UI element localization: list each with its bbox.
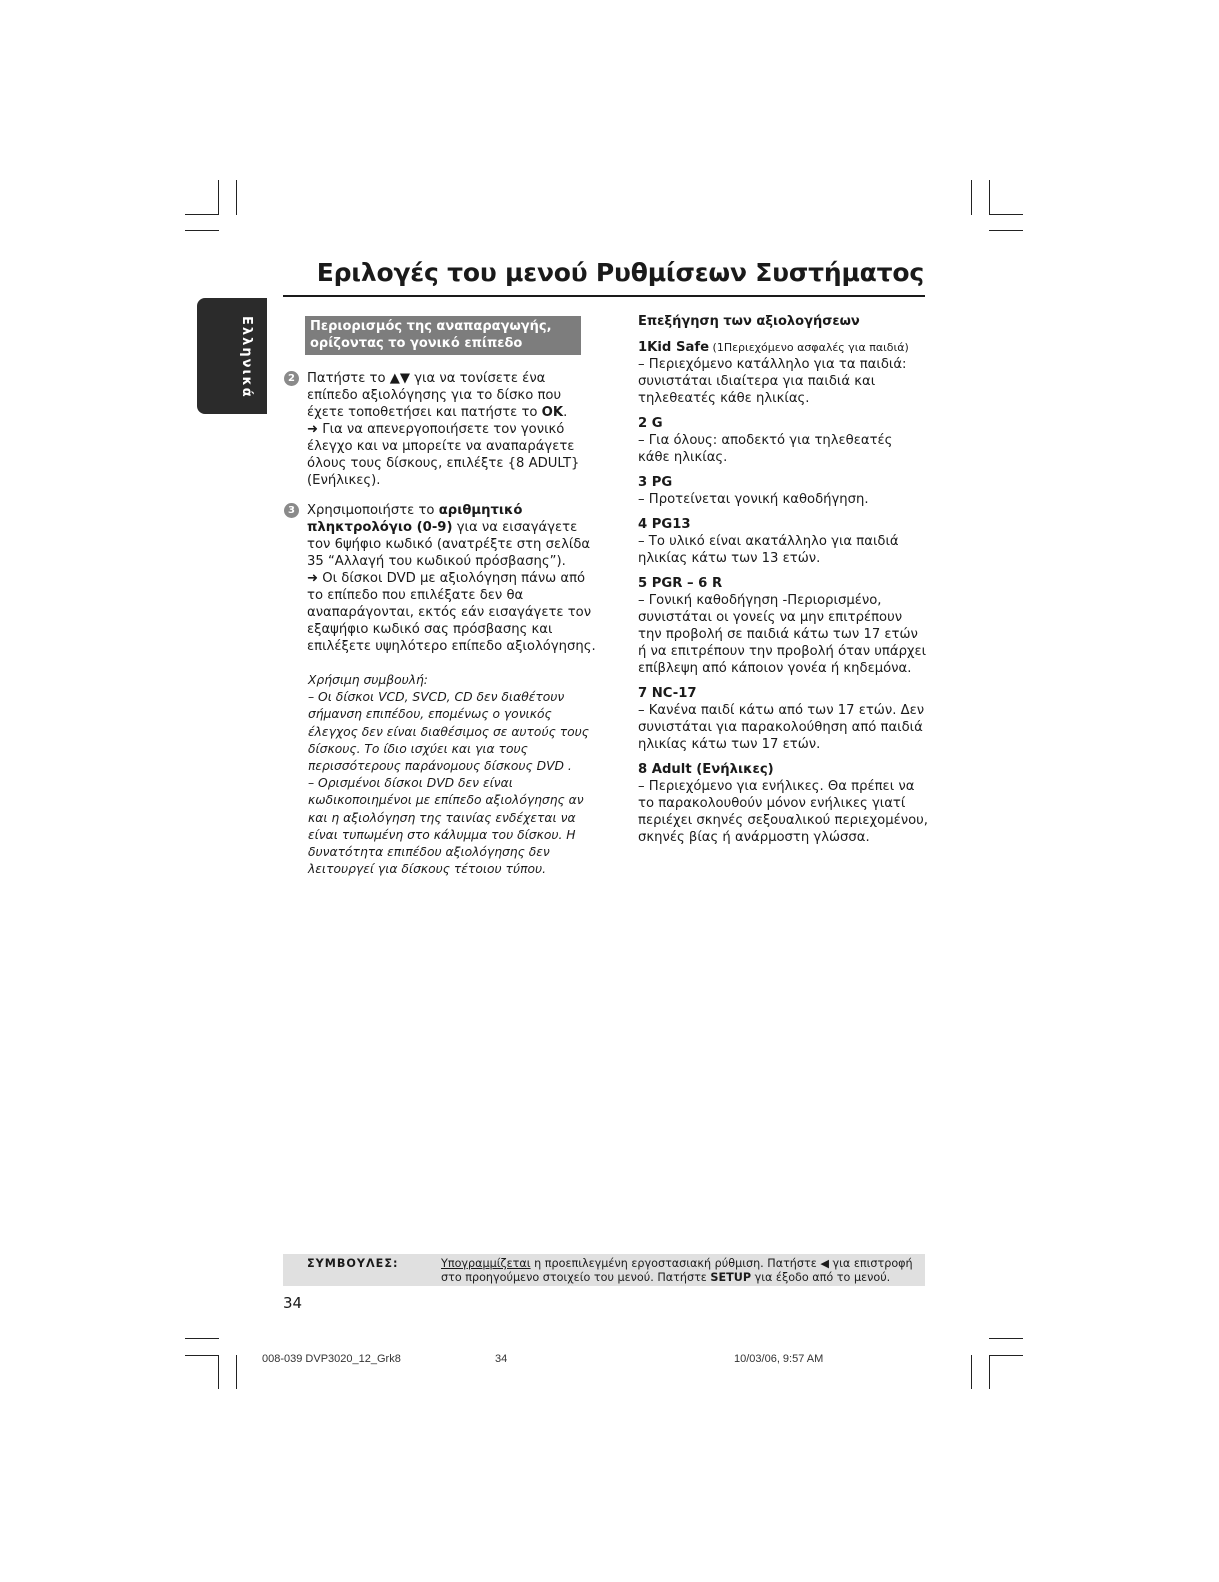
- rating-item: [638, 685, 928, 753]
- rating-label: 2 G: [638, 416, 663, 431]
- footer-page: 34: [495, 1353, 508, 1365]
- rating-item: [638, 474, 928, 508]
- rating-item: [638, 415, 928, 466]
- crop-mark: [218, 1355, 219, 1389]
- footer-date: 10/03/06, 9:57 AM: [734, 1353, 824, 1365]
- step-number-badge: 3: [284, 503, 299, 518]
- tips-text: Υπογραμμίζεται η προεπιλεγμένη εργοστασιακή ρύθμιση. Πατήστε ◀ για επιστροφή στο προηγούμενο στοιχείο του μενού. Πατήστε SETUP για έξοδο από το μενού.: [441, 1257, 913, 1284]
- language-tab-label: Ελληνικά: [239, 316, 254, 399]
- crop-mark: [185, 230, 219, 231]
- step-2-note: ➜ Για να απενεργοποιήσετε τον γονικό έλεγχο και να μπορείτε να αναπαράγετε όλους τους δίσκους, επιλέξτε {8 ADULT} (Ενήλικες).: [307, 422, 580, 488]
- tip-title: Χρήσιμη συμβουλή:: [308, 673, 428, 687]
- rating-item: [638, 761, 928, 846]
- tips-setup: SETUP: [710, 1271, 752, 1284]
- rating-label: 1Kid Safe: [638, 340, 710, 355]
- crop-mark: [185, 214, 219, 215]
- crop-mark: [971, 1355, 972, 1389]
- section-heading: [305, 316, 581, 355]
- left-column: [284, 316, 596, 878]
- rating-item: [638, 339, 928, 407]
- rating-sublabel: (1Περιεχόμενο ασφαλές για παιδιά): [709, 341, 909, 354]
- crop-mark: [989, 214, 1023, 215]
- step-3-text: Χρησιμοποιήστε το αριθμητικό πληκτρολόγιο (0-9) για να εισαγάγετε τον 6ψήφιο κωδικό (ανατρέξτε στη σελίδα 35 “Αλλαγή του κωδικού πρόσβασης”).: [307, 503, 591, 569]
- rating-item: [638, 575, 928, 677]
- rating-description: – Περιεχόμενο για ενήλικες. Θα πρέπει να το παρακολουθούν μόνον ενήλικες γιατί περιέχει σκηνές σεξουαλικού περιεχομένου, σκηνές βίας ή ανάρμοστη γλώσσα.: [638, 779, 928, 845]
- tips-underlined: Υπογραμμίζεται: [441, 1257, 531, 1270]
- language-tab: [197, 298, 267, 414]
- crop-mark: [236, 1355, 237, 1389]
- helpful-tip: [284, 672, 596, 878]
- right-column: [638, 313, 928, 854]
- ratings-heading: Επεξήγηση των αξιολογήσεων: [638, 314, 860, 329]
- step-2-text: Πατήστε το ▲▼ για να τονίσετε ένα επίπεδο αξιολόγησης για το δίσκο που έχετε τοποθετήσει και πατήστε το OK.: [307, 371, 568, 420]
- rating-description: – Το υλικό είναι ακατάλληλο για παιδιά ηλικίας κάτω των 13 ετών.: [638, 534, 899, 566]
- rating-label: 8 Adult (Ενήλικες): [638, 762, 774, 777]
- rating-item: [638, 516, 928, 567]
- crop-mark: [989, 1338, 1023, 1339]
- step-3-note: ➜ Οι δίσκοι DVD με αξιολόγηση πάνω από το επίπεδο που επιλέξατε δεν θα αναπαράγονται, εκτός εάν εισαγάγετε τον εξαψήφιο κωδικό σας πρόσβασης και επιλέξετε υψηλότερο επίπεδο αξιολόγησης.: [307, 571, 596, 654]
- step-number-badge: 2: [284, 371, 299, 386]
- tips-label: ΣΥΜΒΟΥΛΕΣ:: [307, 1257, 399, 1270]
- crop-mark: [989, 1355, 1023, 1356]
- rating-description: – Γονική καθοδήγηση -Περιορισμένο, συνιστάται οι γονείς να μην επιτρέπουν την προβολή σε παιδιά κάτω των 17 ετών ή να επιτρέπουν την προβολή όταν υπάρχει επίβλεψη από κάποιον γονέα ή κηδεμόνα.: [638, 593, 927, 676]
- step-2: [284, 370, 596, 489]
- crop-mark: [989, 230, 1023, 231]
- section-heading-line-2: ορίζοντας το γονικό επίπεδο: [310, 336, 523, 351]
- crop-mark: [218, 180, 219, 215]
- title-rule: [283, 295, 925, 297]
- rating-description: – Κανένα παιδί κάτω από των 17 ετών. Δεν συνιστάται για παρακολούθηση από παιδιά ηλικίας κάτω των 17 ετών.: [638, 703, 925, 752]
- rating-description: – Για όλους: αποδεκτό για τηλεθεατές κάθε ηλικίας.: [638, 433, 893, 465]
- rating-description: – Περιεχόμενο κατάλληλο για τα παιδιά: συνιστάται ιδιαίτερα για παιδιά και τηλεθεατές κάθε ηλικίας.: [638, 357, 907, 406]
- crop-mark: [185, 1338, 219, 1339]
- rating-label: 5 PGR – 6 R: [638, 576, 723, 591]
- crop-mark: [236, 180, 237, 215]
- tip-paragraph: – Οι δίσκοι VCD, SVCD, CD δεν διαθέτουν σήμανση επιπέδου, επομένως ο γονικός έλεγχος δεν είναι διαθέσιμος σε αυτούς τους δίσκους. Το ίδιο ισχύει και για τους περισσότερους παράνομους δίσκους DVD .: [308, 690, 589, 774]
- crop-mark: [971, 180, 972, 215]
- section-heading-line-1: Περιορισμός της αναπαραγωγής,: [310, 319, 552, 334]
- footer-filename: 008-039 DVP3020_12_Grk8: [262, 1353, 401, 1365]
- crop-mark: [185, 1355, 219, 1356]
- tip-paragraph: – Ορισμένοι δίσκοι DVD δεν είναι κωδικοποιημένοι με επίπεδο αξιολόγησης αν και η αξιολόγηση της ταινίας ενδέχεται να είναι τυπωμένη στο κάλυμμα του δίσκου. Η δυνατότητα επιπέδου αξιολόγησης δεν λειτουργεί για δίσκους τέτοιου τύπου.: [308, 776, 584, 877]
- step-3: [284, 502, 596, 655]
- rating-label: 3 PG: [638, 475, 673, 490]
- tips-box: [283, 1254, 925, 1286]
- crop-mark: [989, 1355, 990, 1389]
- rating-label: 4 PG13: [638, 517, 691, 532]
- rating-description: – Προτείνεται γονική καθοδήγηση.: [638, 492, 869, 507]
- rating-label: 7 NC-17: [638, 686, 697, 701]
- page-title: Εριλογές του μενού Ρυθμίσεων Συστήματος: [316, 258, 924, 287]
- page-number: 34: [283, 1294, 303, 1312]
- crop-mark: [989, 180, 990, 215]
